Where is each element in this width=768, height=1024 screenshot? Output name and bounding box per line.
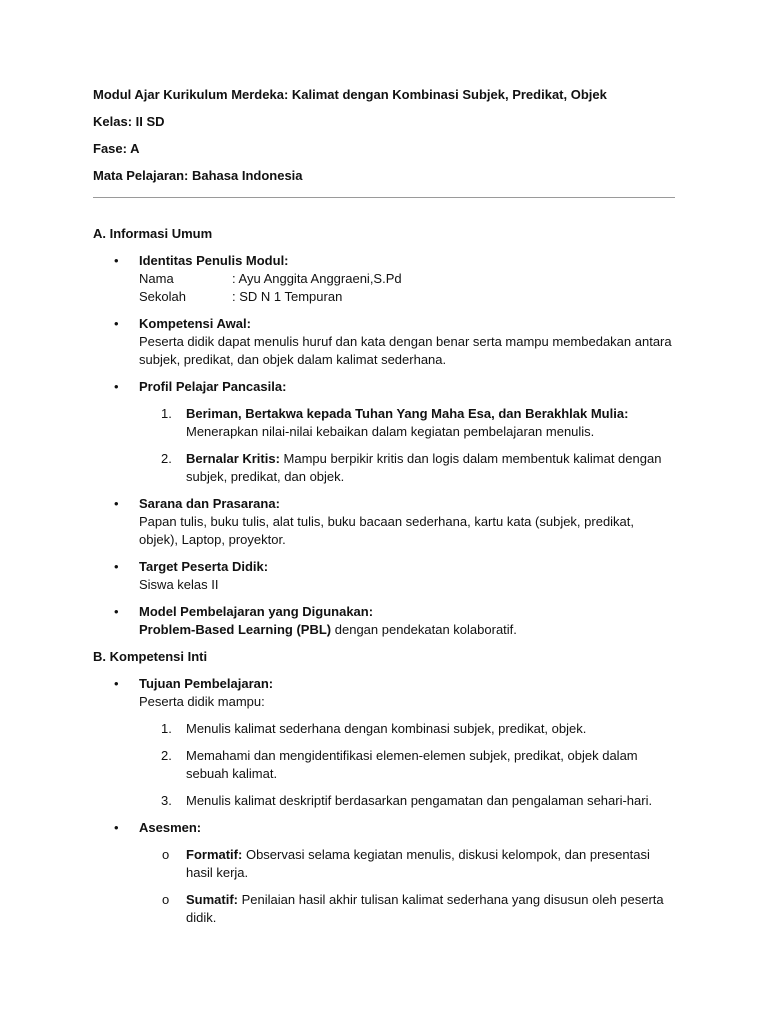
list-item-sarana (93, 495, 675, 549)
document-page (93, 86, 675, 936)
profil-item-bold: Bernalar Kritis: (186, 451, 280, 466)
kompetensi-text: Peserta didik dapat menulis huruf dan kata dengan benar serta mampu membedakan antara subjek, predikat, dan objek dalam kalimat sederhana. (139, 334, 672, 367)
header-divider (93, 197, 675, 198)
asesmen-label: Asesmen: (139, 820, 202, 835)
profil-label: Profil Pelajar Pancasila: (139, 379, 287, 394)
bullet-icon: • (114, 253, 119, 268)
nama-key: Nama (139, 271, 174, 286)
document-title: Modul Ajar Kurikulum Merdeka: Kalimat dengan Kombinasi Subjek, Predikat, Objek (93, 87, 607, 102)
kompetensi-label: Kompetensi Awal: (139, 316, 251, 331)
list-item-model (93, 603, 675, 639)
asesmen-item-text: Observasi selama kegiatan menulis, diskusi kelompok, dan presentasi hasil kerja. (186, 847, 650, 880)
model-label: Model Pembelajaran yang Digunakan: (139, 604, 374, 619)
model-text: dengan pendekatan kolaboratif. (331, 622, 517, 637)
asesmen-item-bold: Sumatif: (186, 892, 238, 907)
tujuan-item-text: Memahami dan mengidentifikasi elemen-elemen subjek, predikat, objek dalam sebuah kalimat. (186, 748, 638, 781)
profil-item-bold: Beriman, Bertakwa kepada Tuhan Yang Maha Esa, dan Berakhlak Mulia: (186, 406, 629, 421)
profil-item-text: Menerapkan nilai-nilai kebaikan dalam kegiatan pembelajaran menulis. (186, 424, 595, 439)
tujuan-item-text: Menulis kalimat sederhana dengan kombinasi subjek, predikat, objek. (186, 721, 587, 736)
asesmen-item-formatif (139, 846, 675, 882)
sarana-text: Papan tulis, buku tulis, alat tulis, buku bacaan sederhana, kartu kata (subjek, predikat, objek), Laptop, proyektor. (139, 514, 635, 547)
list-item-profil (93, 378, 675, 486)
tujuan-item (139, 720, 675, 738)
nama-value: : Ayu Anggita Anggraeni,S.Pd (232, 271, 402, 286)
sarana-label: Sarana dan Prasarana: (139, 496, 280, 511)
asesmen-item-sumatif (139, 891, 675, 927)
profil-item-text: Mampu berpikir kritis dan logis dalam membentuk kalimat dengan subjek, predikat, dan objek. (186, 451, 662, 484)
asesmen-item-bold: Formatif: (186, 847, 243, 862)
item-number: 1. (161, 406, 172, 421)
identitas-label: Identitas Penulis Modul: (139, 253, 289, 268)
tujuan-item (139, 792, 675, 810)
sekolah-row (139, 288, 675, 306)
item-number: 1. (161, 721, 172, 736)
bullet-icon: • (114, 496, 119, 511)
tujuan-numbered-list (139, 720, 675, 810)
profil-numbered-list (139, 405, 675, 486)
list-item-tujuan (93, 675, 675, 810)
sekolah-key: Sekolah (139, 289, 186, 304)
tujuan-item-text: Menulis kalimat deskriptif berdasarkan pengamatan dan pengalaman sehari-hari. (186, 793, 653, 808)
nama-row (139, 270, 675, 288)
circle-bullet-icon: o (162, 847, 170, 862)
tujuan-intro: Peserta didik mampu: (139, 694, 265, 709)
bullet-icon: • (114, 820, 119, 835)
section-a-heading: A. Informasi Umum (93, 226, 213, 241)
item-number: 2. (161, 748, 172, 763)
section-b-list (93, 675, 675, 927)
bullet-icon: • (114, 379, 119, 394)
target-text: Siswa kelas II (139, 577, 219, 592)
tujuan-item (139, 747, 675, 783)
fase-line: Fase: A (93, 141, 140, 156)
bullet-icon: • (114, 604, 119, 619)
bullet-icon: • (114, 316, 119, 331)
asesmen-item-text: Penilaian hasil akhir tulisan kalimat sederhana yang disusun oleh peserta didik. (186, 892, 664, 925)
list-item-asesmen (93, 819, 675, 927)
sekolah-value: : SD N 1 Tempuran (232, 289, 343, 304)
model-bold: Problem-Based Learning (PBL) (139, 622, 332, 637)
section-b-heading: B. Kompetensi Inti (93, 649, 208, 664)
mapel-line: Mata Pelajaran: Bahasa Indonesia (93, 168, 303, 183)
section-a-list (93, 252, 675, 639)
tujuan-label: Tujuan Pembelajaran: (139, 676, 274, 691)
profil-item (139, 450, 675, 486)
item-number: 3. (161, 793, 172, 808)
bullet-icon: • (114, 676, 119, 691)
list-item-identitas (93, 252, 675, 306)
list-item-kompetensi (93, 315, 675, 369)
item-number: 2. (161, 451, 172, 466)
model-line (139, 621, 675, 639)
circle-bullet-icon: o (162, 892, 170, 907)
target-label: Target Peserta Didik: (139, 559, 269, 574)
list-item-target (93, 558, 675, 594)
kelas-line: Kelas: II SD (93, 114, 165, 129)
bullet-icon: • (114, 559, 119, 574)
profil-item (139, 405, 675, 441)
asesmen-sublist (139, 846, 675, 927)
